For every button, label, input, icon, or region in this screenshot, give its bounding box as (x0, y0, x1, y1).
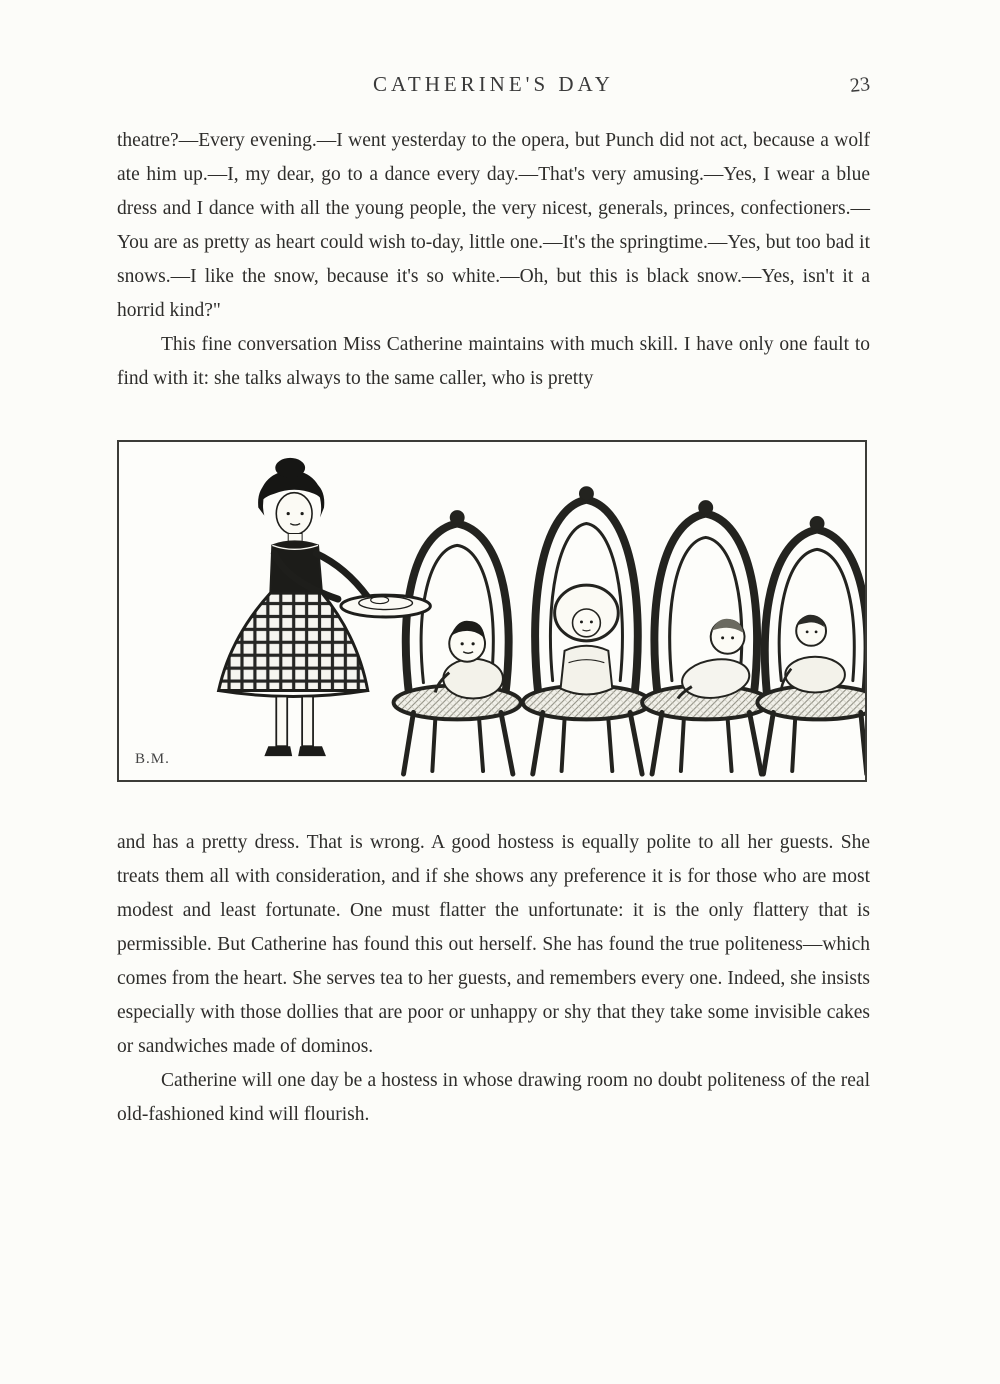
paragraph-hostess: and has a pretty dress. That is wrong. A good hostess is equally polite to all her guests. She treats them all with consideration, and if she shows any preference it is for those who are most modest and least fortunate. One must flatter the unfortunate: it is the only flattery that is permissible. But Catherine has found this out herself. She has found the true politeness—which comes from the heart. She serves tea to her guests, and remembers every one. Indeed, she insists especially with those dollies that are poor or unhappy or shy that they take some invisible cakes or sandwiches made of dominos. (117, 832, 870, 1057)
paragraph-conversation: This fine conversation Miss Catherine maintains with much skill. I have only one fault to find with it: she talks always to the same caller, who is pretty (117, 334, 870, 389)
artist-signature: B.M. (135, 751, 170, 767)
illustration-drawing (119, 442, 865, 780)
page-number: 23 (848, 73, 872, 97)
page-header (117, 0, 870, 98)
paragraph-dialogue: theatre?—Every evening.—I went yesterday to the opera, but Punch did not act, because a wolf ate him up.—I, my dear, go to a dance every day.—That's very amusing.—Yes, I wear a blue dress and I dance with all the young people, the very nicest, generals, princes, confectioners.—You are as pretty as heart could wish to-day, little one.—It's the springtime.—Yes, but too bad it snows.—I like the snow, because it's so white.—Oh, but this is black snow.—Yes, isn't it a horrid kind?" (117, 130, 870, 321)
running-title: CATHERINE'S DAY (373, 72, 614, 96)
paragraph-closing: Catherine will one day be a hostess in whose drawing room no doubt politeness of the real old-fashioned kind will flourish. (117, 1070, 870, 1125)
illustration-frame (117, 440, 867, 782)
